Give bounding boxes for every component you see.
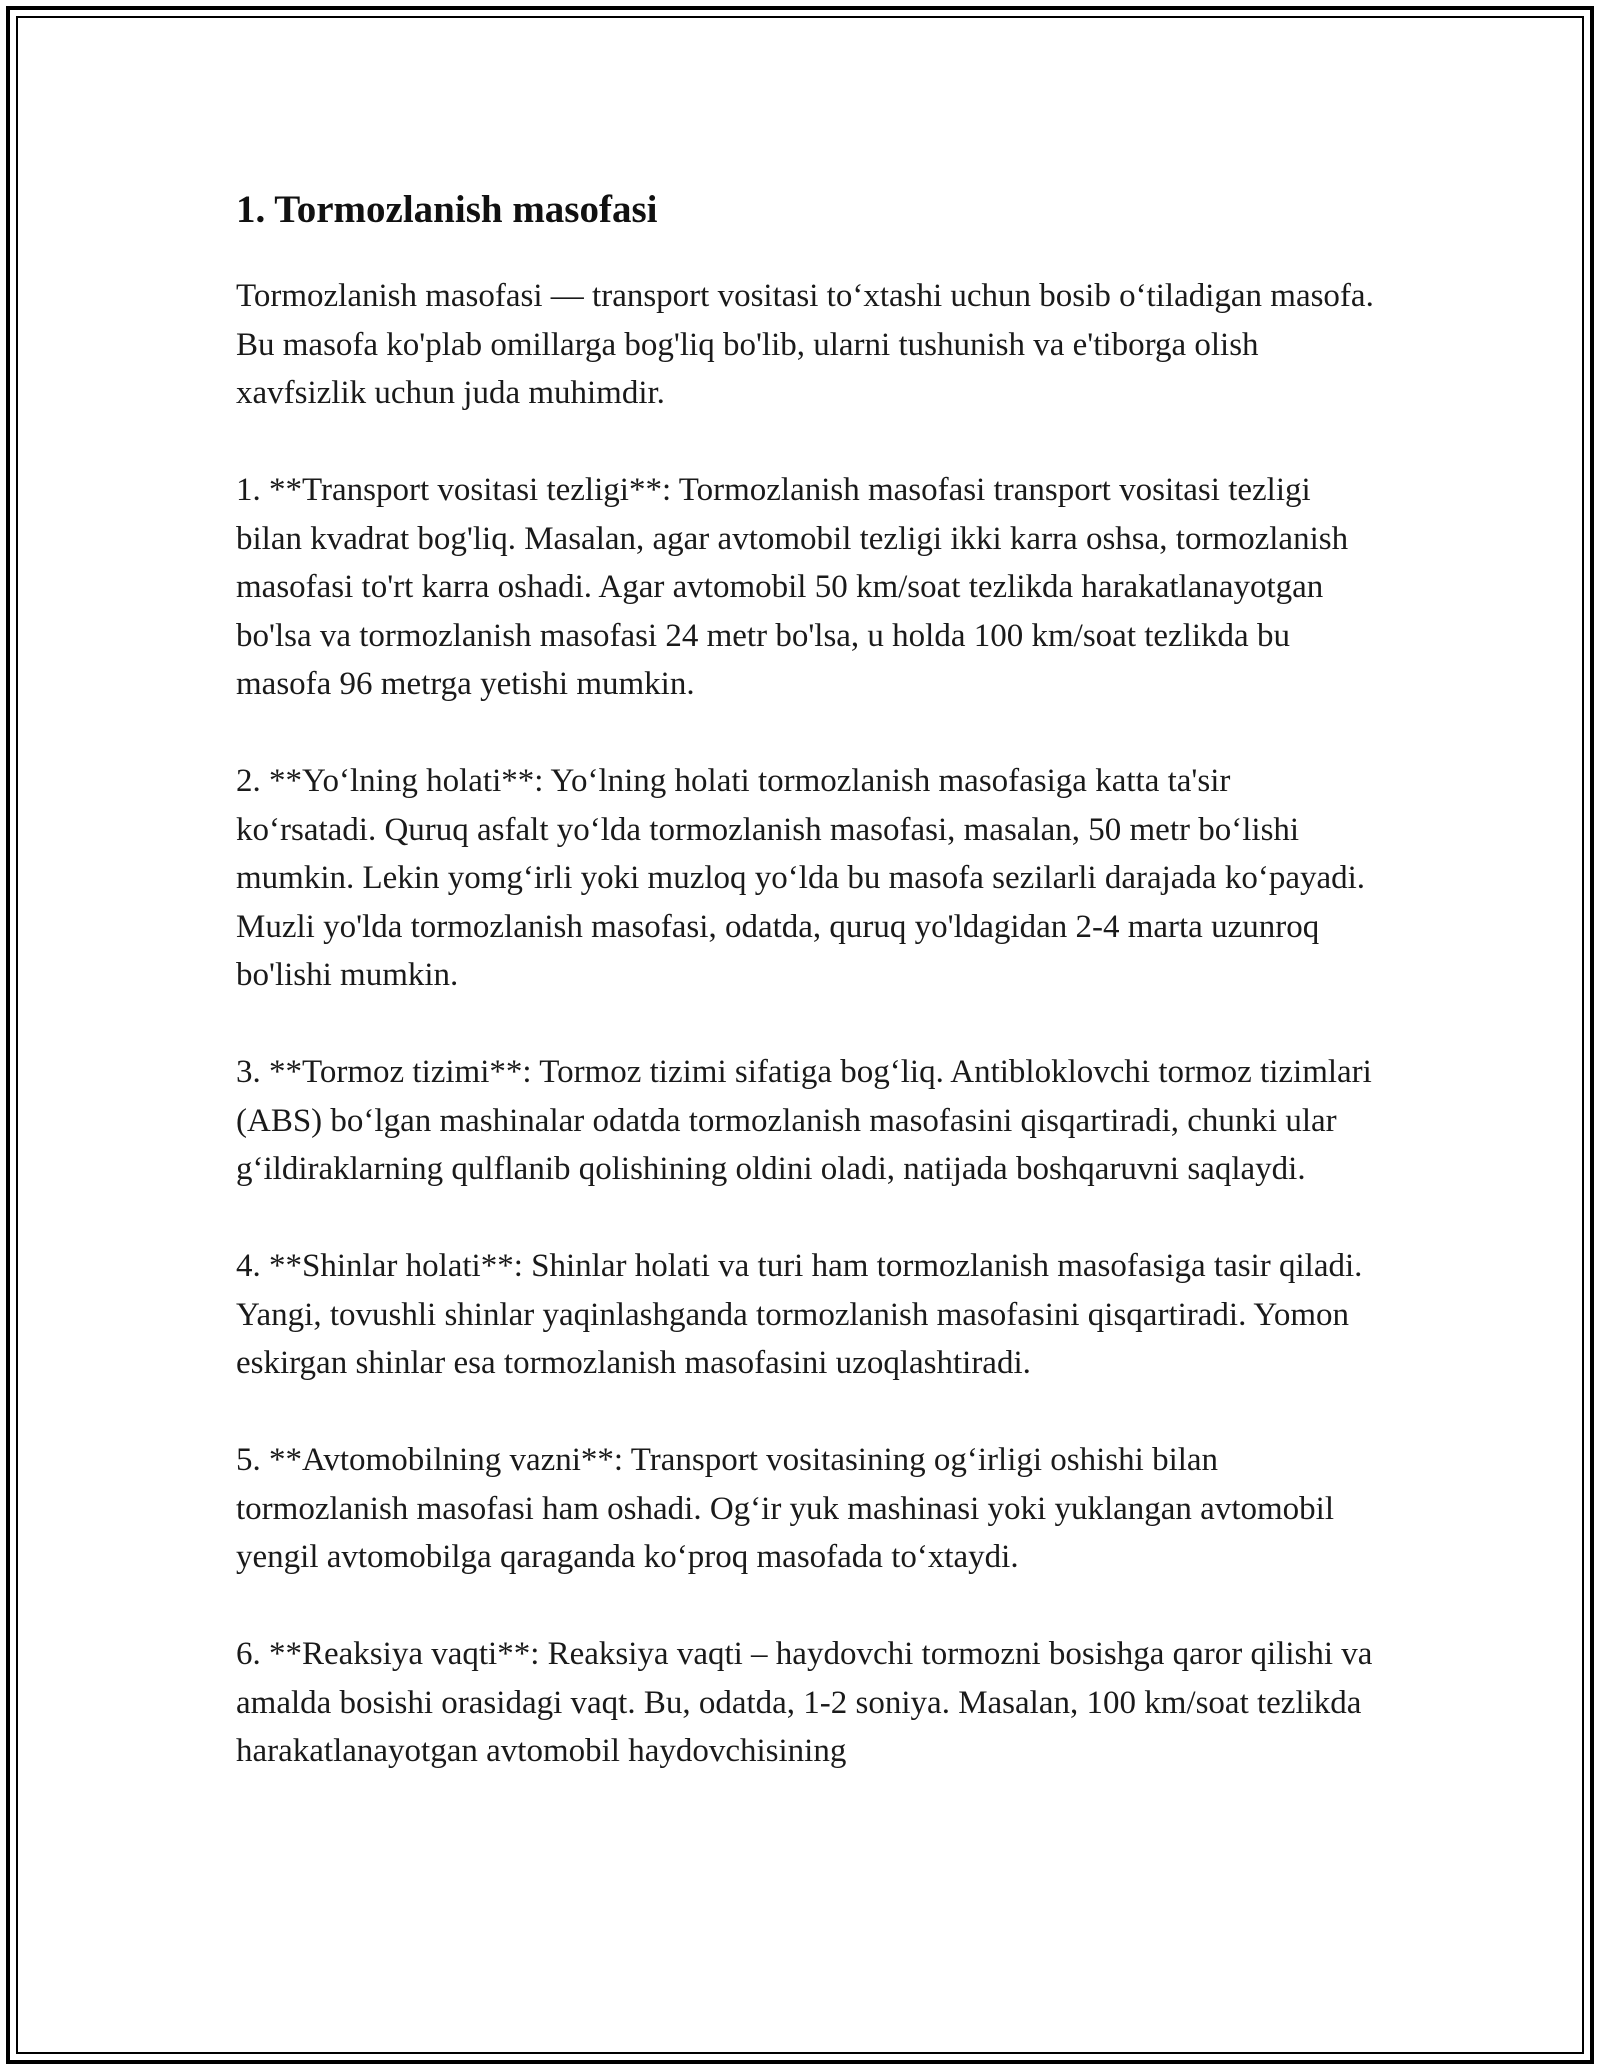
factor-tires-paragraph: 4. **Shinlar holati**: Shinlar holati va turi ham tormozlanish masofasiga tasir qiladi. Yangi, tovushli shinlar yaqinlashganda tormozlanish masofasini qisqartiradi. Yomon eskirgan shinlar esa tormozlanish masofasini uzoqlashtiradi. — [236, 1248, 1363, 1381]
factor-reaction-time-paragraph: 6. **Reaksiya vaqti**: Reaksiya vaqti – haydovchi tormozni bosishga qaror qilishi va amalda bosishi orasidagi vaqt. Bu, odatda, 1-2 soniya. Masalan, 100 km/soat tezlikda harakatlanayotgan avtomobil haydovchisining — [236, 1636, 1373, 1769]
factor-road-condition-paragraph: 2. **Yo‘lning holati**: Yo‘lning holati tormozlanish masofasiga katta ta'sir ko‘rsatadi. Quruq asfalt yo‘lda tormozlanish masofasi, masalan, 50 metr bo‘lishi mumkin. Lekin yomg‘irli yoki muzloq yo‘lda bu masofa sezilarli darajada ko‘payadi. Muzli yo'lda tormozlanish masofasi, odatda, quruq yo'ldagidan 2-4 marta uzunroq bo'lishi mumkin. — [236, 763, 1366, 993]
factor-speed-paragraph: 1. **Transport vositasi tezligi**: Tormozlanish masofasi transport vositasi tezligi bilan kvadrat bog'liq. Masalan, agar avtomobil tezligi ikki karra oshsa, tormozlanish masofasi to'rt karra oshadi. Agar avtomobil 50 km/soat tezlikda harakatlanayotgan bo'lsa va tormozlanish masofasi 24 metr bo'lsa, u holda 100 km/soat tezlikda bu masofa 96 metrga yetishi mumkin. — [236, 472, 1349, 702]
factor-vehicle-weight-paragraph: 5. **Avtomobilning vazni**: Transport vositasining og‘irligi oshishi bilan tormozlanish masofasi ham oshadi. Og‘ir yuk mashinasi yoki yuklangan avtomobil yengil avtomobilga qaraganda ko‘proq masofada to‘xtaydi. — [236, 1442, 1334, 1575]
document-body — [236, 184, 1376, 1824]
section-heading: 1. Tormozlanish masofasi — [236, 188, 658, 231]
intro-paragraph: Tormozlanish masofasi — transport vositasi to‘xtashi uchun bosib o‘tiladigan masofa. Bu masofa ko'plab omillarga bog'liq bo'lib, ularni tushunish va e'tiborga olish xavfsizlik uchun juda muhimdir. — [236, 278, 1374, 411]
factor-brake-system-paragraph: 3. **Tormoz tizimi**: Tormoz tizimi sifatiga bog‘liq. Antibloklovchi tormoz tizimlari (ABS) bo‘lgan mashinalar odatda tormozlanish masofasini qisqartiradi, chunki ular g‘ildiraklarning qulflanib qolishining oldini oladi, natijada boshqaruvni saqlaydi. — [236, 1054, 1372, 1187]
